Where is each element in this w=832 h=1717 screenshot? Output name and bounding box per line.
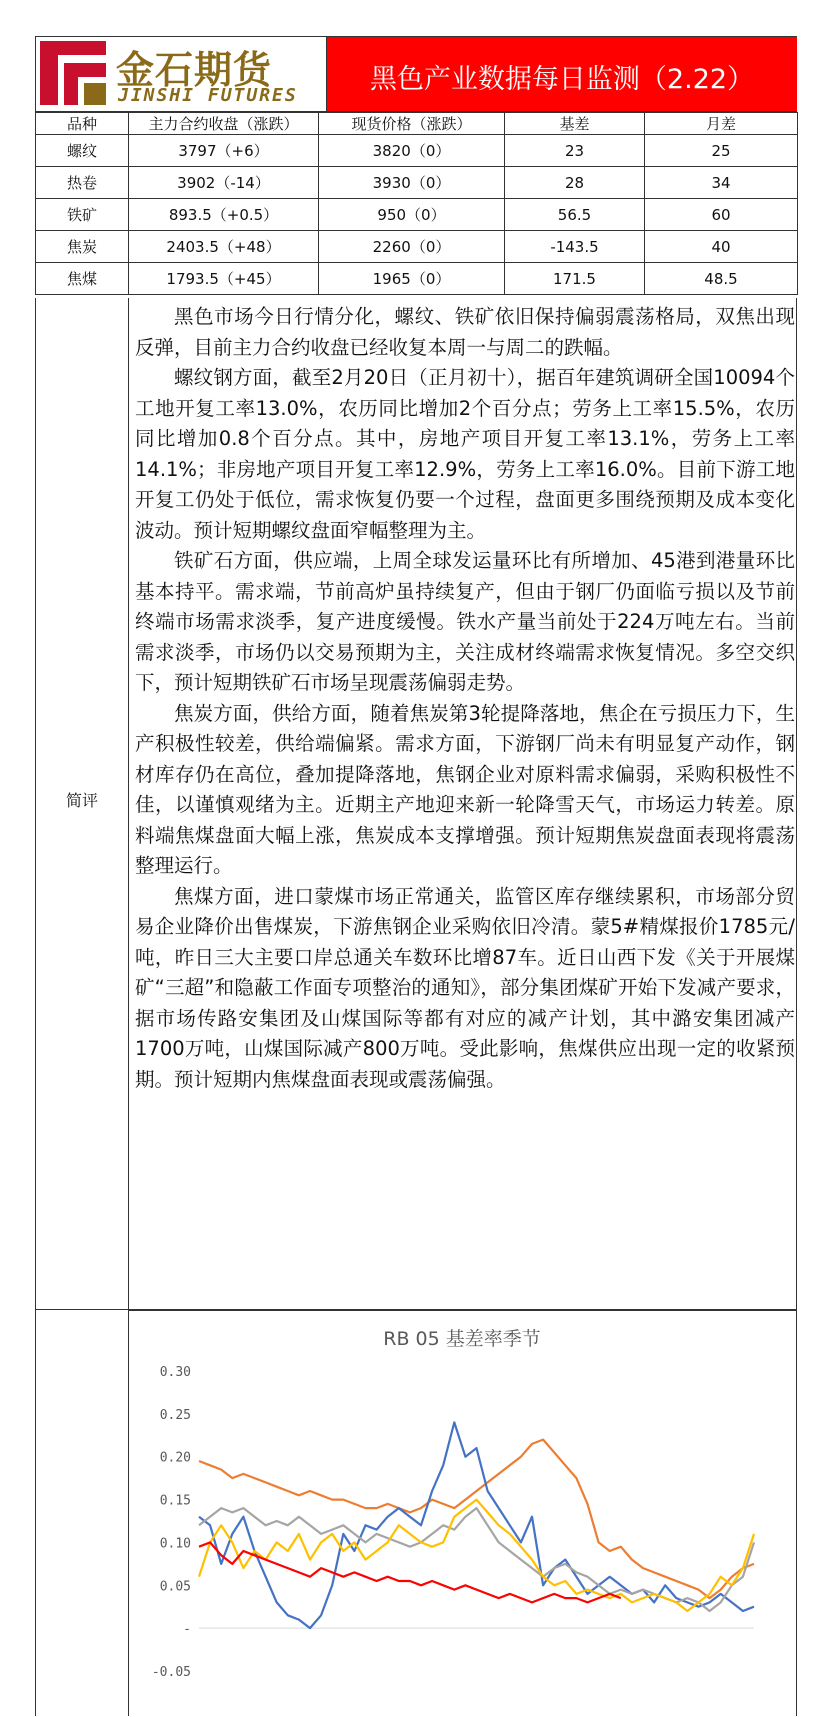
cell-basis: -143.5 <box>505 231 645 263</box>
cell-spread: 34 <box>645 167 798 199</box>
chart-section <box>35 1310 797 1716</box>
report-header <box>35 36 797 112</box>
commentary-label: 简评 <box>65 791 98 810</box>
basis-rate-chart <box>129 1310 796 1717</box>
title-banner <box>326 37 797 111</box>
y-tick-label: 0.15 <box>159 1493 191 1509</box>
logo-chinese-name: 金石期货 <box>116 48 273 92</box>
series-line-4 <box>199 1542 621 1602</box>
commentary-paragraph-rebar: 螺纹钢方面，截至2月20日（正月初十），据百年建筑调研全国10094个工地开复工率13.0%，农历同比增加2个百分点；劳务上工率15.5%，农历同比增加0.8个百分点。其中，房地产项目开复工率13.1%，劳务上工率14.1%；非房地产项目开复工率12.9%，劳务上工率16.0%。目前下游工地开复工仍处于低位，需求恢复仍要一个过程，盘面更多围绕预期及成本变化波动。预计短期螺纹盘面窄幅整理为主。 <box>135 366 795 542</box>
table-row <box>36 231 798 263</box>
y-tick-label: -0.05 <box>151 1665 191 1680</box>
chart-label-cell <box>36 1310 129 1716</box>
cell-close: 1793.5（+45） <box>129 263 319 295</box>
header-variety: 品种 <box>36 113 129 135</box>
cell-variety: 焦煤 <box>36 263 129 295</box>
table-row <box>36 167 798 199</box>
cell-close: 2403.5（+48） <box>129 231 319 263</box>
cell-spread: 25 <box>645 135 798 167</box>
commentary-section <box>35 298 797 1310</box>
y-tick-label: 0.25 <box>159 1407 191 1423</box>
commentary-paragraph-coking-coal: 焦煤方面，进口蒙煤市场正常通关，监管区库存继续累积，市场部分贸易企业降价出售煤炭，下游焦钢企业采购依旧冷清。蒙5#精煤报价1785元/吨，昨日三大主要口岸总通关车数环比增87车。近日山西下发《关于开展煤矿“三超”和隐蔽工作面专项整治的通知》，部分集团煤矿开始下发减产要求，据市场传路安集团及山煤国际等都有对应的减产计划，其中潞安集团减产1700万吨，山煤国际减产800万吨。受此影响，焦煤供应出现一定的收紧预期。预计短期内焦煤盘面表现或震荡偏强。 <box>135 884 795 1091</box>
series-line-3 <box>199 1500 754 1611</box>
cell-basis: 23 <box>505 135 645 167</box>
cell-spot: 3930（0） <box>319 167 505 199</box>
report-title: 黑色产业数据每日监测（2.22） <box>369 64 755 95</box>
chart-title: RB 05 基差率季节 <box>383 1328 541 1350</box>
cell-spot: 3820（0） <box>319 135 505 167</box>
cell-spot: 2260（0） <box>319 231 505 263</box>
cell-variety: 焦炭 <box>36 231 129 263</box>
y-tick-label: 0.30 <box>159 1365 191 1380</box>
cell-spot: 1965（0） <box>319 263 505 295</box>
table-row <box>36 199 798 231</box>
series-line-2 <box>199 1508 754 1611</box>
basis-rate-chart-svg <box>129 1311 796 1717</box>
table-header-row <box>36 113 798 135</box>
company-logo <box>36 37 326 111</box>
cell-basis: 28 <box>505 167 645 199</box>
cell-spread: 40 <box>645 231 798 263</box>
logo-mark-icon <box>40 41 106 105</box>
y-tick-label: 0.20 <box>159 1450 191 1466</box>
cell-spot: 950（0） <box>319 199 505 231</box>
commentary-paragraph-overview: 黑色市场今日行情分化，螺纹、铁矿依旧保持偏弱震荡格局，双焦出现反弹，目前主力合约收盘已经收复本周一与周二的跌幅。 <box>135 305 795 359</box>
header-basis: 基差 <box>505 113 645 135</box>
logo-english-name: JINSHI FUTURES <box>118 85 298 106</box>
cell-variety: 铁矿 <box>36 199 129 231</box>
cell-spread: 60 <box>645 199 798 231</box>
cell-close: 893.5（+0.5） <box>129 199 319 231</box>
header-main-contract-close: 主力合约收盘（涨跌） <box>129 113 319 135</box>
header-spot-price: 现货价格（涨跌） <box>319 113 505 135</box>
table-row <box>36 263 798 295</box>
y-tick-label: 0.10 <box>159 1536 191 1552</box>
commentary-paragraph-iron-ore: 铁矿石方面，供应端，上周全球发运量环比有所增加、45港到港量环比基本持平。需求端，节前高炉虽持续复产，但由于钢厂仍面临亏损以及节前终端市场需求淡季，复产进度缓慢。铁水产量当前处于224万吨左右。当前需求淡季，市场仍以交易预期为主，关注成材终端需求恢复情况。多空交织下，预计短期铁矿石市场呈现震荡偏弱走势。 <box>135 549 795 694</box>
cell-variety: 热卷 <box>36 167 129 199</box>
cell-close: 3902（-14） <box>129 167 319 199</box>
y-tick-label: 0.05 <box>159 1579 191 1595</box>
cell-basis: 171.5 <box>505 263 645 295</box>
commentary-body <box>135 302 795 1095</box>
table-row <box>36 135 798 167</box>
header-month-spread: 月差 <box>645 113 798 135</box>
commentary-label-cell <box>36 298 129 1309</box>
futures-data-table <box>35 112 798 295</box>
cell-spread: 48.5 <box>645 263 798 295</box>
cell-variety: 螺纹 <box>36 135 129 167</box>
y-tick-label: - <box>183 1622 191 1638</box>
cell-basis: 56.5 <box>505 199 645 231</box>
commentary-paragraph-coke: 焦炭方面，供给方面，随着焦炭第3轮提降落地，焦企在亏损压力下，生产积极性较差，供给端偏紧。需求方面，下游钢厂尚未有明显复产动作，钢材库存仍在高位，叠加提降落地，焦钢企业对原料需求偏弱，采购积极性不佳，以谨慎观绪为主。近期主产地迎来新一轮降雪天气，市场运力转差。原料端焦煤盘面大幅上涨，焦炭成本支撑增强。预计短期焦炭盘面表现将震荡整理运行。 <box>135 701 795 877</box>
cell-close: 3797（+6） <box>129 135 319 167</box>
series-line-0 <box>199 1440 754 1599</box>
series-line-1 <box>199 1422 754 1628</box>
